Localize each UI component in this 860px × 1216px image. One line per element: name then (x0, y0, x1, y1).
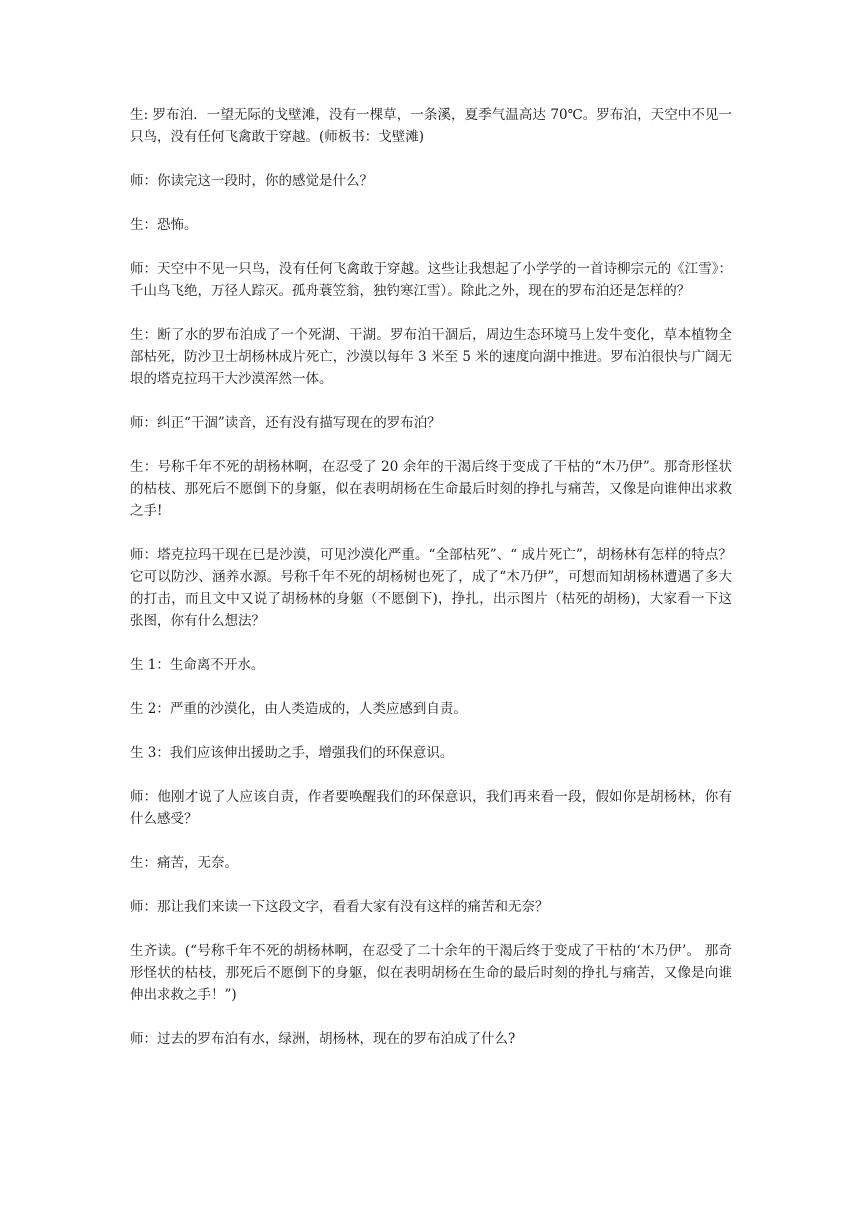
paragraph: 师：他刚才说了人应该自责，作者要唤醒我们的环保意识，我们再来看一段，假如你是胡杨林，你有什么感受？ (130, 789, 732, 827)
paragraph: 师：纠正“干涸”读音，还有没有描写现在的罗布泊？ (130, 415, 441, 431)
paragraph: 生：痛苦，无奈。 (130, 855, 238, 871)
paragraph: 师：那让我们来读一下这段文字，看看大家有没有这样的痛苦和无奈？ (130, 899, 549, 915)
paragraph: 师：天空中不见一只鸟，没有任何飞禽敢于穿越。这些让我想起了小学学的一首诗柳宗元的《江雪》：千山鸟飞绝，万径人踪灭。孤舟蓑笠翁，独钓寒江雪）。除此之外，现在的罗布泊还是怎样的？ (130, 261, 732, 299)
paragraph: 生 2：严重的沙漠化，由人类造成的，人类应感到自责。 (130, 701, 467, 717)
paragraph: 生齐读。(“号称千年不死的胡杨林啊，在忍受了二十余年的干渴后终于变成了干枯的‘木乃伊’。 那奇形怪状的枯枝，那死后不愿倒下的身躯，似在表明胡杨在生命的最后时刻的挣扎与痛苦，又像是向谁伸出求救之手！”) (130, 943, 732, 1003)
paragraph: 生：号称千年不死的胡杨林啊，在忍受了 20 余年的干渴后终于变成了干枯的“木乃伊”。那奇形怪状的枯枝、那死后不愿倒下的身躯，似在表明胡杨在生命最后时刻的挣扎与痛苦，又像是向谁伸出求救之手! (130, 459, 732, 519)
paragraph: 生 3：我们应该伸出援助之手，增强我们的环保意识。 (130, 745, 454, 761)
document-body (130, 104, 732, 1072)
paragraph: 生 1：生命离不开水。 (130, 657, 265, 673)
paragraph: 师：你读完这一段时，你的感觉是什么？ (130, 173, 373, 189)
paragraph: 师：塔克拉玛干现在已是沙漠，可见沙漠化严重。“全部枯死”、“ 成片死亡”，胡杨林有怎样的特点？它可以防沙、涵养水源。号称千年不死的胡杨树也死了，成了“木乃伊”，可想而知胡杨林遭遇了多大的打击，而且文中又说了胡杨林的身躯（不愿倒下)，挣扎，出示图片（枯死的胡杨)，大家看一下这张图，你有什么想法？ (130, 547, 732, 629)
paragraph: 生：恐怖。 (130, 217, 198, 233)
paragraph: 生：断了水的罗布泊成了一个死湖、干湖。罗布泊干涸后，周边生态环境马上发牛变化，草本植物全部枯死，防沙卫士胡杨林成片死亡，沙漠以每年 3 米至 5 米的速度向湖中推进。罗布泊很快与广阔无垠的塔克拉玛干大沙漠浑然一体。 (130, 327, 732, 387)
paragraph: 师：过去的罗布泊有水，绿洲，胡杨林，现在的罗布泊成了什么? (130, 1031, 516, 1047)
paragraph: 生: 罗布泊．一望无际的戈壁滩，没有一棵草，一条溪，夏季气温高达 70℃。罗布泊，天空中不见一只鸟，没有任何飞禽敢于穿越。(师板书：戈壁滩) (130, 107, 732, 145)
